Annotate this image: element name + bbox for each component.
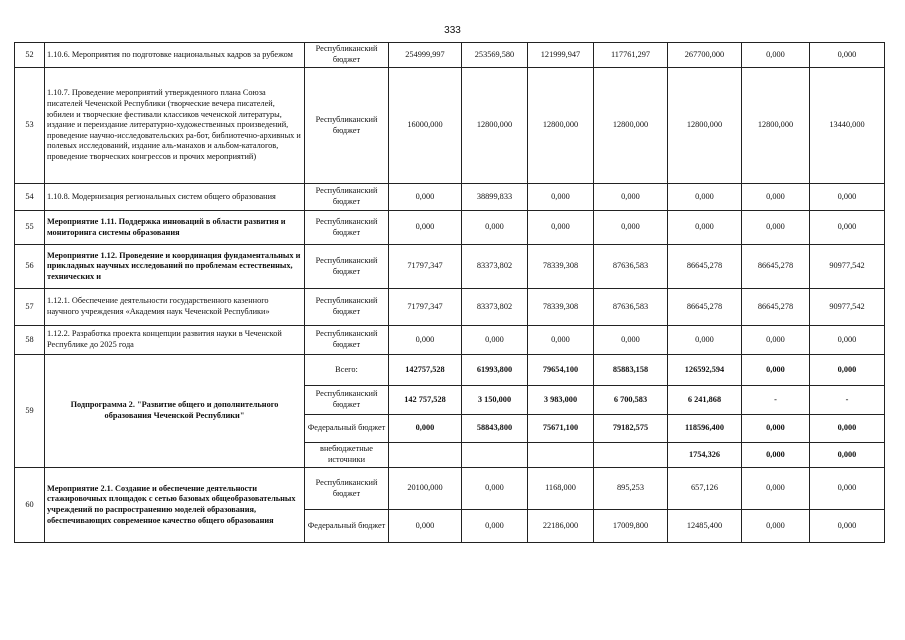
row-number: 52 xyxy=(15,43,45,68)
funding-source: Федеральный бюджет xyxy=(305,415,389,443)
table-row xyxy=(15,468,885,510)
table-row xyxy=(15,211,885,245)
value-cell: 12800,000 xyxy=(528,68,594,184)
measure-name: 1.10.8. Модернизация региональных систем общего образования xyxy=(45,184,305,211)
value-cell: 126592,594 xyxy=(668,355,742,386)
value-cell: 38899,833 xyxy=(462,184,528,211)
funding-source: Республиканский бюджет xyxy=(305,184,389,211)
table-row xyxy=(15,289,885,326)
value-cell: 71797,347 xyxy=(389,289,462,326)
value-cell: 3 150,000 xyxy=(462,386,528,415)
value-cell: 117761,297 xyxy=(594,43,668,68)
table-row xyxy=(15,355,885,386)
value-cell xyxy=(594,443,668,468)
value-cell: 0,000 xyxy=(389,184,462,211)
value-cell: 0,000 xyxy=(810,43,885,68)
value-cell: 87636,583 xyxy=(594,245,668,289)
value-cell: 90977,542 xyxy=(810,245,885,289)
value-cell: 0,000 xyxy=(594,326,668,355)
value-cell: 895,253 xyxy=(594,468,668,510)
funding-source: Республиканский бюджет xyxy=(305,245,389,289)
value-cell: 85883,158 xyxy=(594,355,668,386)
value-cell: 12800,000 xyxy=(462,68,528,184)
value-cell: 78339,308 xyxy=(528,245,594,289)
measure-name: 1.10.6. Мероприятия по подготовке национальных кадров за рубежом xyxy=(45,43,305,68)
table-row xyxy=(15,245,885,289)
value-cell: 118596,400 xyxy=(668,415,742,443)
value-cell: 0,000 xyxy=(742,510,810,543)
value-cell: 0,000 xyxy=(742,443,810,468)
value-cell: 0,000 xyxy=(810,184,885,211)
value-cell: 12485,400 xyxy=(668,510,742,543)
value-cell: 79654,100 xyxy=(528,355,594,386)
row-number: 56 xyxy=(15,245,45,289)
value-cell: 61993,800 xyxy=(462,355,528,386)
measure-name: 1.12.1. Обеспечение деятельности государственного казенного научного учреждения «Академия наук Чеченской Республики» xyxy=(45,289,305,326)
value-cell: 0,000 xyxy=(668,184,742,211)
value-cell xyxy=(528,443,594,468)
budget-table xyxy=(14,42,885,543)
value-cell: 12800,000 xyxy=(594,68,668,184)
value-cell: 6 700,583 xyxy=(594,386,668,415)
row-number: 59 xyxy=(15,355,45,468)
value-cell: 0,000 xyxy=(810,468,885,510)
measure-name: Мероприятие 1.11. Поддержка инноваций в области развития и мониторинга системы образования xyxy=(45,211,305,245)
table-row xyxy=(15,184,885,211)
row-number: 55 xyxy=(15,211,45,245)
value-cell: 86645,278 xyxy=(668,289,742,326)
value-cell: 58843,800 xyxy=(462,415,528,443)
value-cell: 87636,583 xyxy=(594,289,668,326)
value-cell: 0,000 xyxy=(742,184,810,211)
value-cell: 0,000 xyxy=(389,415,462,443)
funding-source: внебюджетные источники xyxy=(305,443,389,468)
value-cell: 79182,575 xyxy=(594,415,668,443)
value-cell: 0,000 xyxy=(462,510,528,543)
value-cell: 71797,347 xyxy=(389,245,462,289)
measure-name: 1.10.7. Проведение мероприятий утвержденного плана Союза писателей Чеченской Республики (творческие вечера писателей, юбилеи и творческие фестивали классиков чеченской литературы, издание и переиздание литературно-художественных произведений, проведение научно-исследовательских ра-бот, библиотечно-архивных и полевых исследований, издание аль-манахов и альбом-каталогов, проведение творческих конгрессов и прочих мероприятий) xyxy=(45,68,305,184)
funding-source: Республиканский бюджет xyxy=(305,468,389,510)
value-cell: 121999,947 xyxy=(528,43,594,68)
value-cell: - xyxy=(810,386,885,415)
value-cell: 0,000 xyxy=(810,415,885,443)
value-cell: 1168,000 xyxy=(528,468,594,510)
value-cell: 0,000 xyxy=(528,326,594,355)
value-cell: 86645,278 xyxy=(742,289,810,326)
measure-name: Мероприятие 2.1. Создание и обеспечение деятельности стажировочных площадок с сетью базовых общеобразовательных учреждений по распространению моделей образования, обеспечивающих современное качество общего образования xyxy=(45,468,305,543)
value-cell: 0,000 xyxy=(594,211,668,245)
value-cell: 17009,800 xyxy=(594,510,668,543)
value-cell: 142757,528 xyxy=(389,355,462,386)
value-cell: 0,000 xyxy=(594,184,668,211)
table-row xyxy=(15,326,885,355)
value-cell: 1754,326 xyxy=(668,443,742,468)
measure-name: 1.12.2. Разработка проекта концепции развития науки в Чеченской Республике до 2025 года xyxy=(45,326,305,355)
value-cell: 20100,000 xyxy=(389,468,462,510)
value-cell: 0,000 xyxy=(528,211,594,245)
value-cell: 0,000 xyxy=(462,326,528,355)
funding-source: Республиканский бюджет xyxy=(305,289,389,326)
row-number: 54 xyxy=(15,184,45,211)
value-cell: 16000,000 xyxy=(389,68,462,184)
value-cell: 0,000 xyxy=(810,326,885,355)
value-cell xyxy=(462,443,528,468)
value-cell: 142 757,528 xyxy=(389,386,462,415)
value-cell: 0,000 xyxy=(462,211,528,245)
value-cell: 0,000 xyxy=(668,326,742,355)
row-number: 57 xyxy=(15,289,45,326)
value-cell: 254999,997 xyxy=(389,43,462,68)
value-cell: 0,000 xyxy=(810,510,885,543)
value-cell: 0,000 xyxy=(528,184,594,211)
value-cell: 0,000 xyxy=(389,326,462,355)
value-cell: 0,000 xyxy=(810,443,885,468)
value-cell: 3 983,000 xyxy=(528,386,594,415)
value-cell: 0,000 xyxy=(810,211,885,245)
value-cell: 86645,278 xyxy=(742,245,810,289)
row-number: 53 xyxy=(15,68,45,184)
page-number: 333 xyxy=(444,25,461,36)
value-cell: 12800,000 xyxy=(742,68,810,184)
value-cell: 0,000 xyxy=(810,355,885,386)
measure-name: Мероприятие 1.12. Проведение и координация фундаментальных и прикладных научных исследований по проблемам естественных, технических и xyxy=(45,245,305,289)
value-cell: 267700,000 xyxy=(668,43,742,68)
value-cell: 0,000 xyxy=(389,510,462,543)
row-number: 58 xyxy=(15,326,45,355)
funding-source: Республиканский бюджет xyxy=(305,211,389,245)
value-cell: 78339,308 xyxy=(528,289,594,326)
value-cell: 12800,000 xyxy=(668,68,742,184)
value-cell: 657,126 xyxy=(668,468,742,510)
value-cell: 0,000 xyxy=(742,468,810,510)
value-cell: 0,000 xyxy=(742,355,810,386)
value-cell: 13440,000 xyxy=(810,68,885,184)
table-row xyxy=(15,68,885,184)
value-cell: 0,000 xyxy=(462,468,528,510)
value-cell: 0,000 xyxy=(742,326,810,355)
table-row xyxy=(15,43,885,68)
funding-source: Республиканский бюджет xyxy=(305,386,389,415)
value-cell: 0,000 xyxy=(389,211,462,245)
funding-source: Республиканский бюджет xyxy=(305,68,389,184)
funding-source: Республиканский бюджет xyxy=(305,326,389,355)
funding-source: Всего: xyxy=(305,355,389,386)
value-cell: 0,000 xyxy=(742,211,810,245)
value-cell: 83373,802 xyxy=(462,289,528,326)
value-cell: 83373,802 xyxy=(462,245,528,289)
row-number: 60 xyxy=(15,468,45,543)
value-cell: 0,000 xyxy=(742,43,810,68)
value-cell: 86645,278 xyxy=(668,245,742,289)
value-cell: - xyxy=(742,386,810,415)
value-cell: 6 241,868 xyxy=(668,386,742,415)
value-cell: 75671,100 xyxy=(528,415,594,443)
value-cell xyxy=(389,443,462,468)
value-cell: 0,000 xyxy=(668,211,742,245)
value-cell: 22186,000 xyxy=(528,510,594,543)
funding-source: Республиканский бюджет xyxy=(305,43,389,68)
subprogram-title: Подпрограмма 2. "Развитие общего и дополнительного образования Чеченской Республики" xyxy=(45,355,305,468)
funding-source: Федеральный бюджет xyxy=(305,510,389,543)
value-cell: 253569,580 xyxy=(462,43,528,68)
value-cell: 90977,542 xyxy=(810,289,885,326)
value-cell: 0,000 xyxy=(742,415,810,443)
